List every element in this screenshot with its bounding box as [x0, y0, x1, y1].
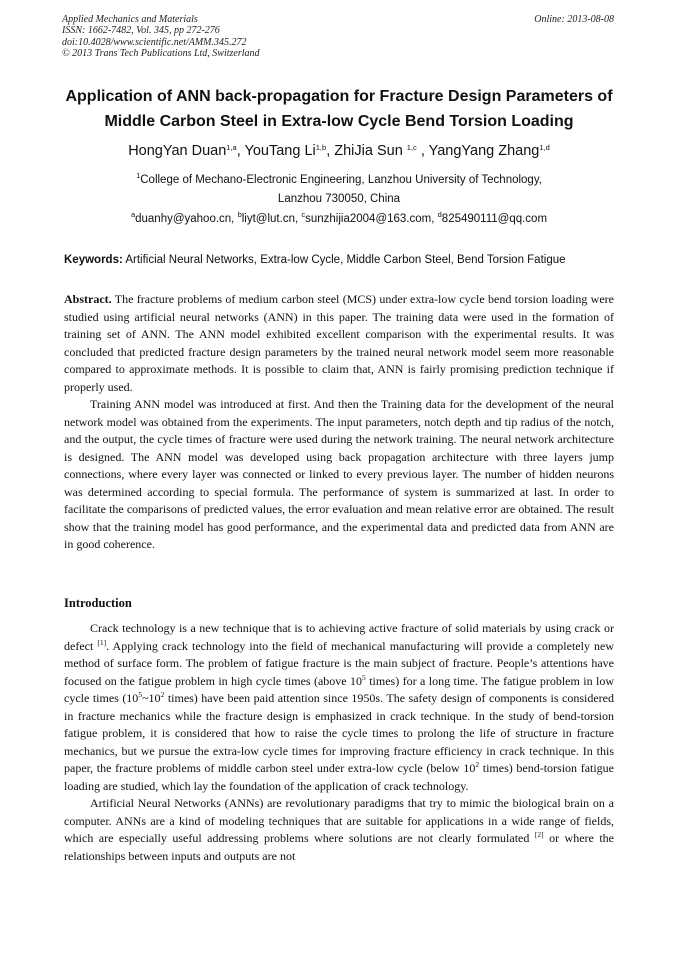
issn: ISSN: 1662-7482, Vol. 345, pp 272-276: [62, 25, 220, 37]
author-sep: ,: [416, 143, 429, 159]
affiliation-line-1: College of Mechano-Electronic Engineering, Lanzhou University of Technology,: [140, 174, 542, 186]
author-sup: 1,a: [226, 143, 237, 152]
intro-text: times) bend-torsion fatigue loading are studied, which lay the foundation of the application of crack technology.: [64, 761, 615, 793]
exponent: 2: [160, 690, 165, 699]
author-sep: ,: [326, 143, 335, 159]
email-sup: c: [301, 210, 306, 219]
intro-paragraph-2: [64, 795, 614, 865]
introduction-body: [64, 620, 614, 865]
keywords: [64, 254, 624, 266]
exponent: 5: [362, 672, 366, 682]
exponent: 2: [475, 760, 480, 769]
email-sup: b: [237, 210, 242, 219]
keywords-label: Keywords:: [64, 254, 123, 266]
intro-text: times) have been paid attention since 1950s. The safety design of components is considered in fracture mechanics while the fracture design is emphasized in crack technique. In the study of bend-torsion fatigue problem, it is considered that how to raise the cycle times to prolong the life of structure in fracture mechanics, but we pursue the extra-low cycle times for improving fracture efficiency in crack technique. In this paper, the fracture problems of middle carbon steel under extra-low cycle (below 10: [64, 691, 614, 775]
citation-2[interactable]: [2]: [534, 830, 544, 839]
email-address[interactable]: sunzhijia2004@163.com,: [305, 213, 438, 225]
email-address[interactable]: 825490111@qq.com: [441, 213, 548, 225]
author-list: [40, 143, 638, 159]
author-name: YangYang Zhang: [428, 143, 540, 159]
keywords-text: Artificial Neural Networks, Extra-low Cycle, Middle Carbon Steel, Bend Torsion Fatigue: [122, 254, 566, 266]
abstract-label: Abstract.: [64, 292, 112, 306]
author-sup: 1,b: [315, 143, 327, 152]
intro-text: ~10: [142, 691, 161, 705]
doi-link[interactable]: doi:10.4028/www.scientific.net/AMM.345.272: [62, 36, 247, 48]
journal-name: Applied Mechanics and Materials: [62, 14, 198, 25]
author-name: HongYan Duan: [128, 143, 227, 159]
affiliation: [40, 171, 638, 209]
copyright: © 2013 Trans Tech Publications Ltd, Switzerland: [62, 48, 260, 60]
author-sup: 1,d: [539, 143, 550, 152]
author-name: YouTang Li: [244, 143, 316, 159]
email-address[interactable]: duanhy@yahoo.cn,: [135, 213, 238, 225]
intro-text: . Applying crack technology into the field of mechanical manufacturing will provide a completely new method of surface form. The problem of fatigue fracture is the main subject of fracture. People’s attentions have focused on the fatigue problem in high cycle times (above 10: [64, 638, 615, 688]
online-date: Online: 2013-08-08: [534, 14, 614, 25]
abstract-paragraph-1: [64, 291, 614, 396]
author-sup: 1,c: [406, 143, 417, 152]
abstract-text-1: The fracture problems of medium carbon steel (MCS) under extra-low cycle bend torsion loading were studied using artificial neural networks (ANN) in this paper. The training data were used in the formation of training set of ANN. The ANN model exhibited excellent comparison with the experimental results. It was concluded that predicted fracture design parameters by the trained neural network model seem more reasonable compared to approximate methods. It is possible to claim that, ANN is fairly promising prediction technique if properly used.: [64, 292, 614, 394]
intro-text: Crack technology is a new technique that is to achieving active fracture of solid materials by using crack or defect: [64, 621, 614, 653]
title-line-2: Middle Carbon Steel in Extra-low Cycle Bend Torsion Loading: [104, 113, 574, 130]
author-name: ZhiJia Sun: [334, 143, 407, 159]
intro-text: or where the relationships between inputs and outputs are not: [64, 831, 614, 863]
introduction-heading: Introduction: [64, 596, 132, 610]
paper-title: [40, 84, 638, 134]
journal-header: [62, 14, 614, 60]
intro-text: times) for a long time. The fatigue problem in low cycle times (10: [64, 673, 614, 705]
email-address[interactable]: liyt@lut.cn,: [241, 213, 302, 225]
affiliation-line-2: Lanzhou 730050, China: [277, 193, 401, 205]
title-line-1: Application of ANN back-propagation for Fracture Design Parameters of: [65, 88, 613, 105]
email-list: [40, 210, 638, 225]
abstract: [64, 291, 614, 554]
affiliation-sup: 1: [136, 171, 141, 180]
author-sep: ,: [236, 143, 245, 159]
exponent: 5: [138, 690, 143, 699]
intro-paragraph-1: [64, 620, 614, 795]
email-sup: a: [130, 210, 136, 219]
abstract-paragraph-2: Training ANN model was introduced at first. And then the Training data for the development of the neural network model was obtained from the experiments. The input parameters, notch depth and tip radius of the notch, and the output, the cycle times of fracture were used during the network training. The neural network architecture is designed. The ANN model was developed using back propagation architecture with three layers jump connections, where every layer was connected or linked to every previous layer. The number of hidden neurons was determined according to special formula. The performance of system is summarized at last. In order to facilitate the comparisons of predicted values, the error evaluation and mean relative error are obtained. The result show that the training model has good performance, and the experimental data and predicted data from ANN are in good coherence.: [64, 397, 614, 551]
intro-text: Artificial Neural Networks (ANNs) are revolutionary paradigms that try to mimic the biological brain on a computer. ANNs are a kind of modeling techniques that are suitable for applications in a wide range of fields, which are especially useful addressing problems where solutions are not clearly formulated: [64, 796, 614, 845]
email-sup: d: [437, 210, 442, 219]
citation-1[interactable]: [1]: [97, 637, 107, 647]
